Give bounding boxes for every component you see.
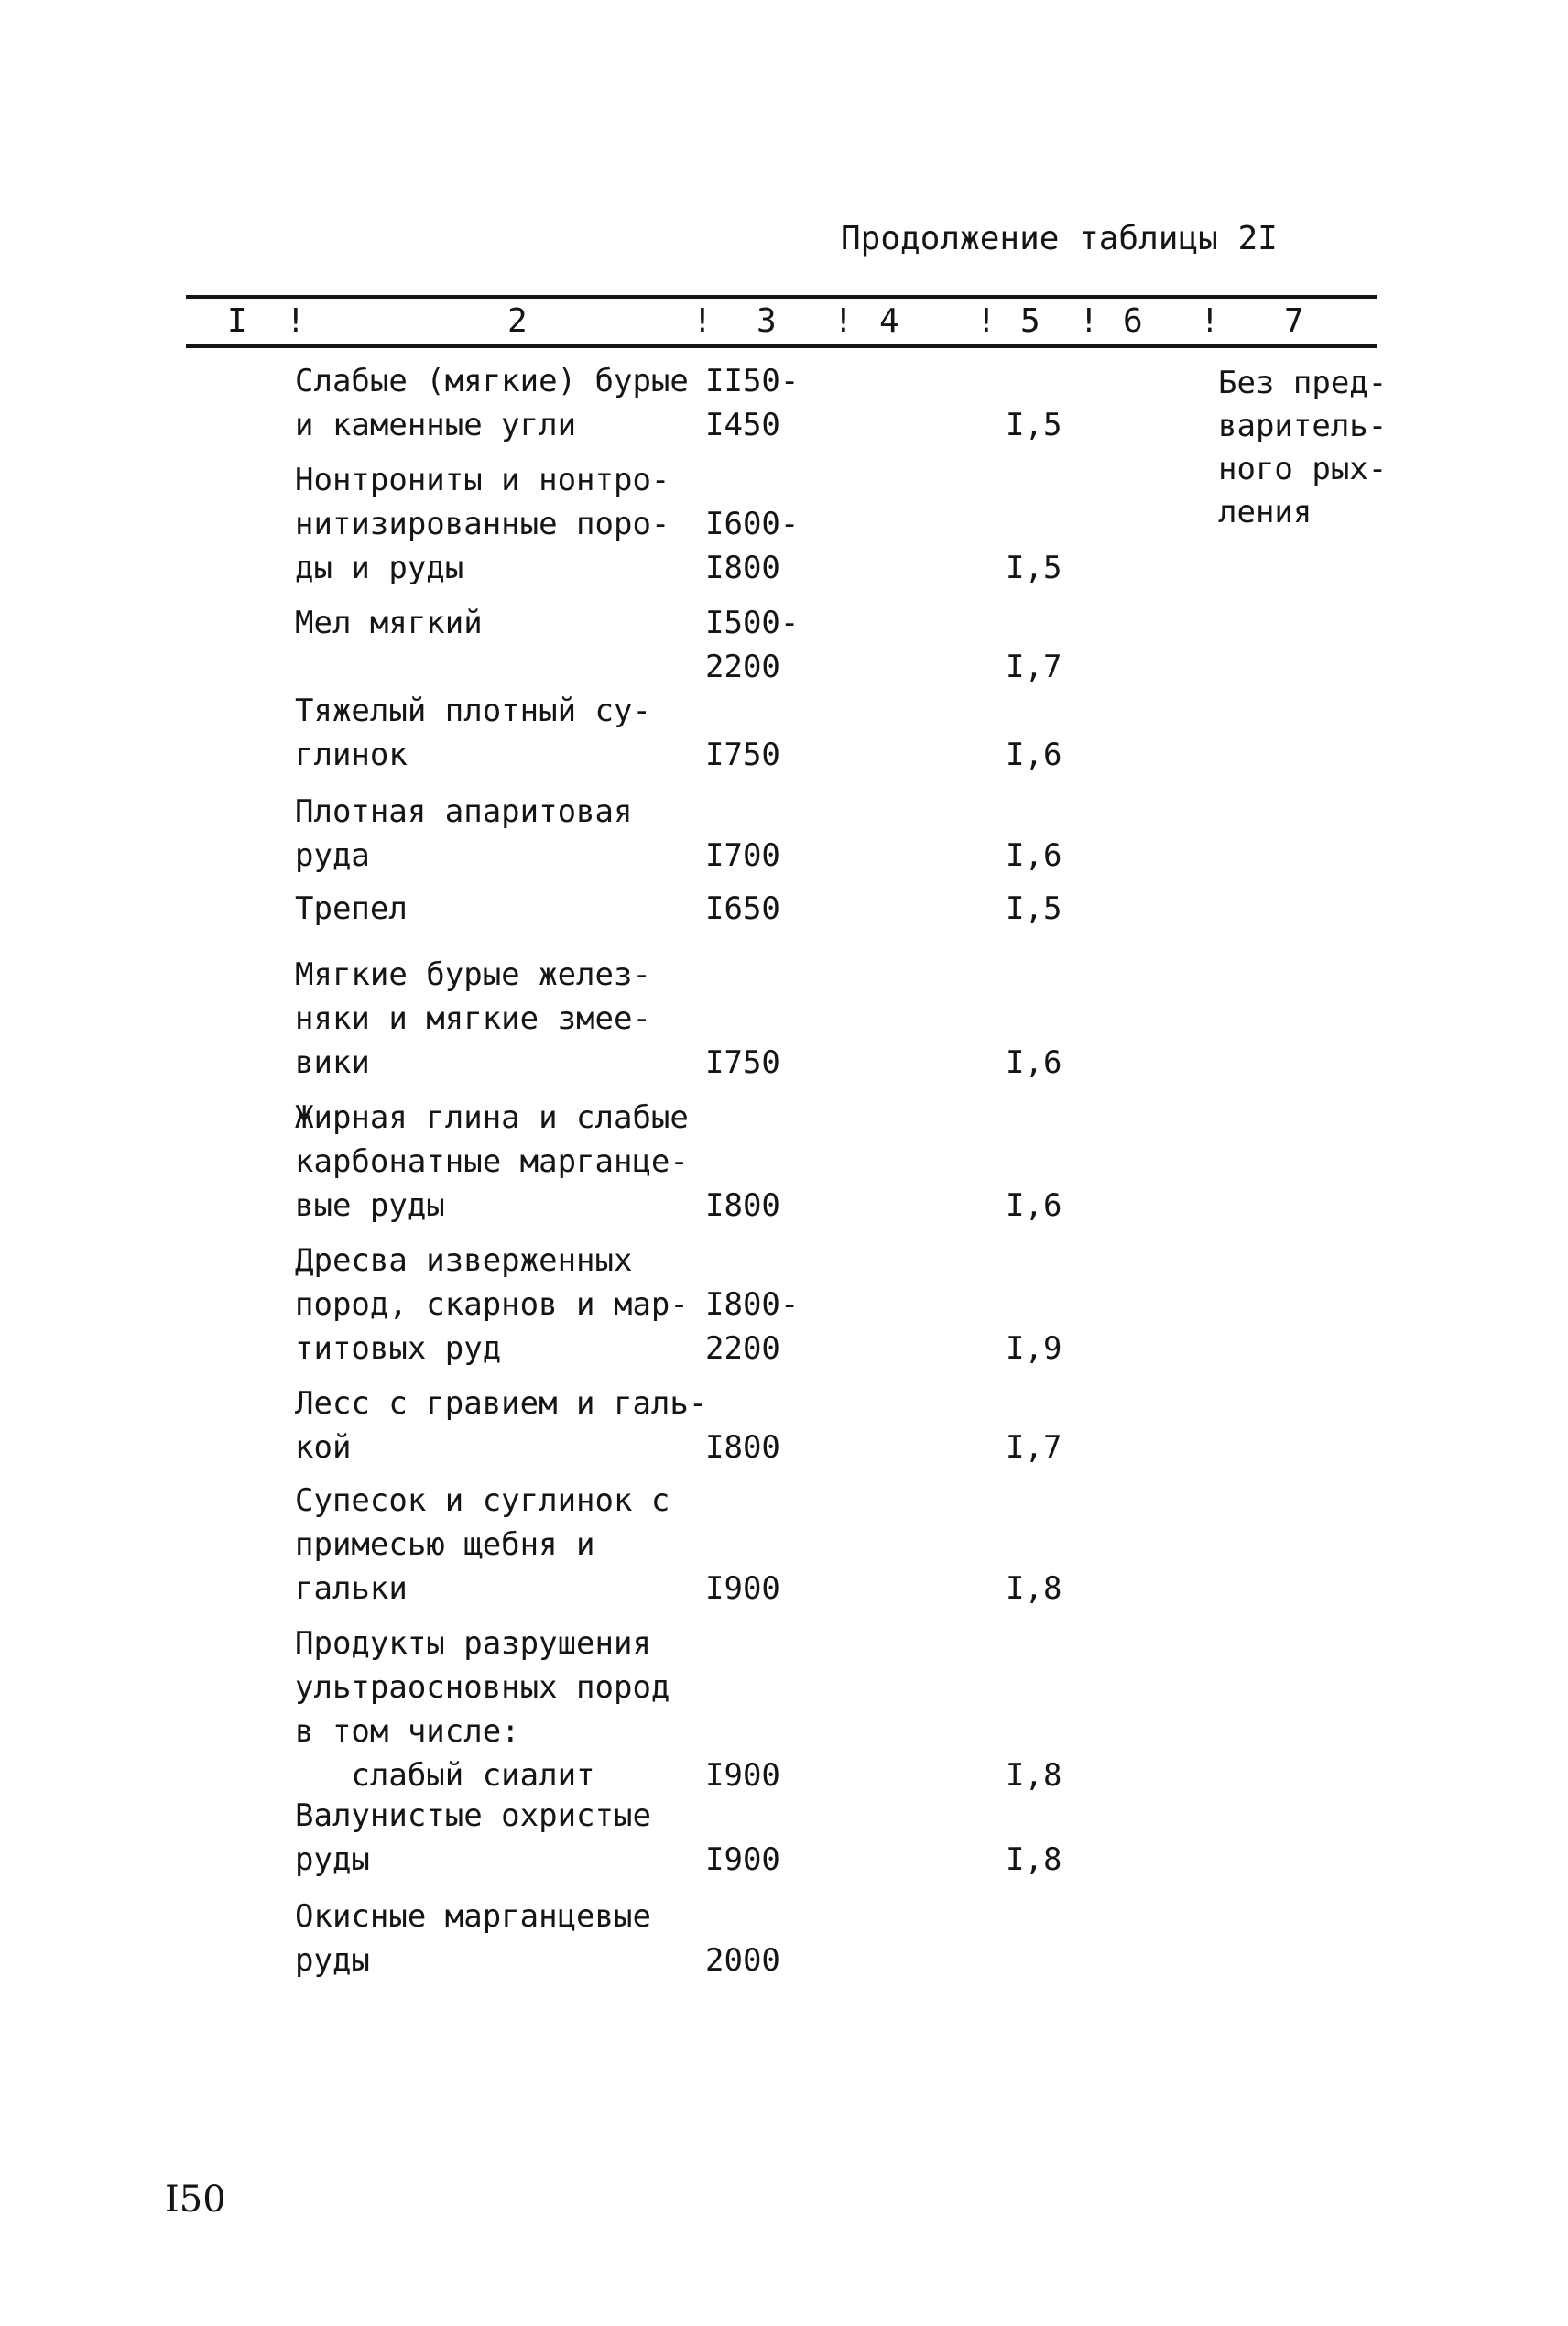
header-sep-6: ! <box>1200 302 1220 340</box>
row-name: Супесок и суглинок с примесью щебня и гальки <box>295 1482 670 1607</box>
row-name: Лесс с гравием и галь- кой <box>295 1385 708 1466</box>
header-col-5: 5 <box>1020 302 1040 340</box>
row-col-3: I700 <box>705 837 780 874</box>
row-col-5: I,7 <box>1006 649 1062 685</box>
header-col-2: 2 <box>507 302 528 340</box>
row-col-3: I750 <box>705 737 780 773</box>
row-col-3: I600- I800 <box>705 506 800 586</box>
header-bottom-rule <box>186 344 1377 348</box>
header-col-4: 4 <box>879 302 899 340</box>
row-col-3: I900 <box>705 1841 780 1878</box>
header-col-6: 6 <box>1123 302 1143 340</box>
row-name: Слабые (мягкие) бурые и каменные угли <box>295 363 689 443</box>
header-sep-4: ! <box>976 302 996 340</box>
row-name: Мягкие бурые желез- няки и мягкие змее- вики <box>295 956 651 1081</box>
header-col-1: I <box>227 302 247 340</box>
row-name: Окисные марганцевые руды <box>295 1898 651 1979</box>
header-col-3: 3 <box>757 302 777 340</box>
row-col-5: I,8 <box>1006 1841 1062 1878</box>
table-caption: Продолжение таблицы 2I <box>841 220 1278 257</box>
row-col-5: I,5 <box>1006 550 1062 586</box>
row-col-3: I900 <box>705 1570 780 1607</box>
row-name: Валунистые охристые руды <box>295 1797 651 1878</box>
row-name: Продукты разрушения ультраосновных пород в том числе: слабый сиалит <box>295 1625 670 1794</box>
row-col-3: I900 <box>705 1757 780 1794</box>
header-sep-5: ! <box>1079 302 1099 340</box>
header-sep-1: ! <box>286 302 306 340</box>
header-sep-2: ! <box>692 302 713 340</box>
row-name: Тяжелый плотный су- глинок <box>295 693 651 773</box>
header-sep-3: ! <box>833 302 854 340</box>
row-col-5: I,5 <box>1006 890 1062 927</box>
row-name: Мел мягкий <box>295 605 483 641</box>
row-col-3: I800 <box>705 1429 780 1466</box>
row-col-3: I650 <box>705 890 780 927</box>
row-name: Трепел <box>295 890 408 927</box>
row-col-5: I,9 <box>1006 1330 1062 1367</box>
row-col-5: I,7 <box>1006 1429 1062 1466</box>
row-name: Плотная апаритовая руда <box>295 793 633 874</box>
row-col-3: I800- 2200 <box>705 1286 800 1367</box>
page-number: I50 <box>165 2179 226 2221</box>
row-col-3: I800 <box>705 1187 780 1224</box>
header-col-7: 7 <box>1284 302 1304 340</box>
row-col-3: I750 <box>705 1044 780 1081</box>
row-name: Нонтрониты и нонтро- нитизированные поро- ды и руды <box>295 462 670 586</box>
row-name: Дресва изверженных пород, скарнов и мар- титовых руд <box>295 1242 689 1367</box>
row-col-3: 2000 <box>705 1942 780 1979</box>
header-top-rule <box>186 295 1377 299</box>
row-name: Жирная глина и слабые карбонатные марганце- вые руды <box>295 1099 689 1224</box>
row-col-5: I,6 <box>1006 837 1062 874</box>
row-col-5: I,6 <box>1006 1187 1062 1224</box>
row-col-5: I,5 <box>1006 407 1062 443</box>
row-col-3: I500- 2200 <box>705 605 800 685</box>
row-col-5: I,6 <box>1006 1044 1062 1081</box>
row-col-5: I,8 <box>1006 1570 1062 1607</box>
column-7-note: Без пред- варитель- ного рых- ления <box>1218 365 1388 530</box>
row-col-5: I,6 <box>1006 737 1062 773</box>
row-col-3: II50- I450 <box>705 363 800 443</box>
row-col-5: I,8 <box>1006 1757 1062 1794</box>
